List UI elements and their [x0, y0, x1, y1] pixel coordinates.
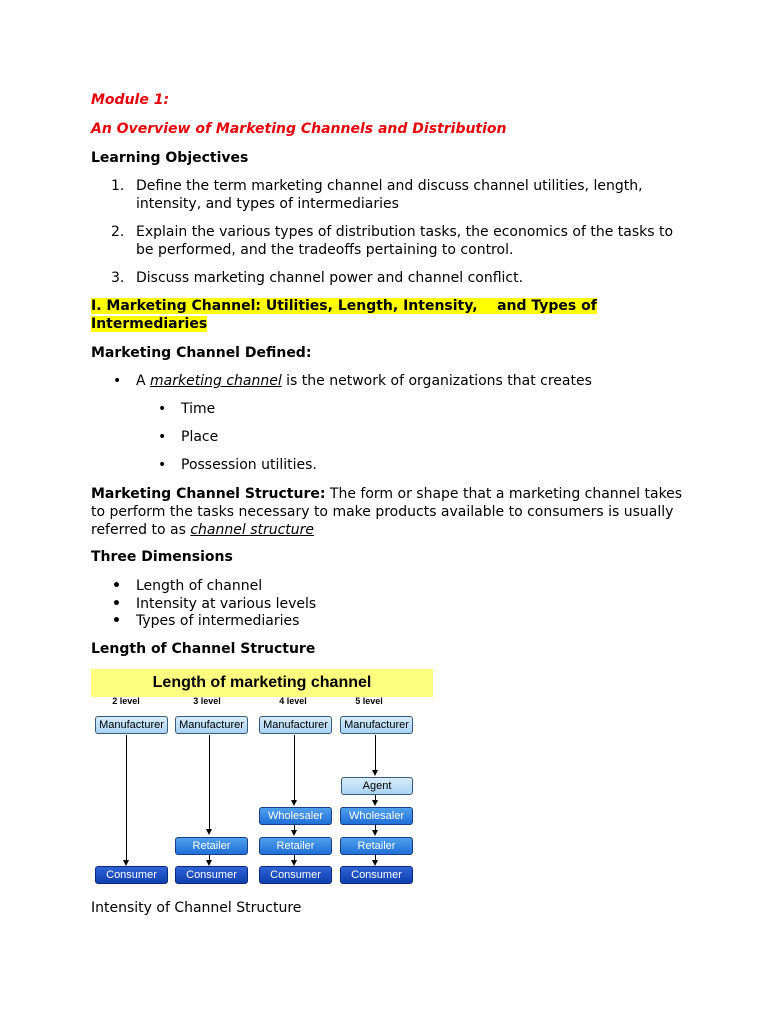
- sub-bullet: •: [158, 457, 167, 473]
- length-heading: Length of Channel Structure: [91, 641, 316, 657]
- flow-line: [375, 735, 376, 771]
- defined-heading: Marketing Channel Defined:: [91, 345, 312, 361]
- structure-term: channel structure: [190, 522, 315, 538]
- module-subtitle: An Overview of Marketing Channels and Distribution: [91, 121, 507, 137]
- definition-prefix: A: [136, 373, 151, 389]
- manufacturer-box: Manufacturer: [259, 716, 332, 734]
- dimension-item: Intensity at various levels: [136, 596, 317, 612]
- level-label: 5 level: [355, 696, 383, 706]
- level-label: 2 level: [112, 696, 140, 706]
- arrow-head: [291, 800, 297, 806]
- structure-text: The form or shape that a marketing channel takes: [325, 486, 683, 502]
- sub-bullet: •: [158, 429, 167, 445]
- definition-rest: is the network of organizations that creates: [281, 373, 592, 389]
- arrow-head: [206, 829, 212, 835]
- utility-item: Place: [181, 429, 219, 445]
- objective-number: 2.: [111, 224, 125, 240]
- manufacturer-box: Manufacturer: [95, 716, 168, 734]
- bullet: •: [112, 596, 121, 612]
- section-heading: [91, 297, 651, 333]
- retailer-box: Retailer: [259, 837, 332, 855]
- structure-label: Marketing Channel Structure:: [91, 486, 326, 502]
- objective-text: be performed, and the tradeoffs pertaining to control.: [136, 242, 514, 258]
- arrow-head: [372, 800, 378, 806]
- manufacturer-box: Manufacturer: [340, 716, 413, 734]
- objective-text: Explain the various types of distribution tasks, the economics of the tasks to: [136, 224, 674, 240]
- wholesaler-box: Wholesaler: [340, 807, 413, 825]
- utility-item: Possession utilities.: [181, 457, 317, 473]
- agent-box: Agent: [341, 777, 413, 795]
- definition-term: marketing channel: [150, 373, 282, 389]
- flow-line: [126, 735, 127, 861]
- bullet: •: [112, 578, 121, 594]
- retailer-box: Retailer: [340, 837, 413, 855]
- dimensions-heading: Three Dimensions: [91, 549, 233, 565]
- level-label: 3 level: [193, 696, 221, 706]
- consumer-box: Consumer: [95, 866, 168, 884]
- bullet: •: [112, 613, 121, 629]
- dimension-item: Length of channel: [136, 578, 263, 594]
- arrow-head: [372, 830, 378, 836]
- objective-text: intensity, and types of intermediaries: [136, 196, 399, 212]
- manufacturer-box: Manufacturer: [175, 716, 248, 734]
- objective-number: 1.: [111, 178, 125, 194]
- module-title: Module 1:: [91, 92, 170, 108]
- objectives-heading: Learning Objectives: [91, 150, 249, 166]
- flow-line: [294, 735, 295, 801]
- retailer-box: Retailer: [175, 837, 248, 855]
- consumer-box: Consumer: [259, 866, 332, 884]
- consumer-box: Consumer: [175, 866, 248, 884]
- bullet: •: [113, 373, 122, 389]
- section-heading-line1: I. Marketing Channel: Utilities, Length, Intensity, and Types of: [91, 298, 597, 314]
- diagram-title: Length of marketing channel: [91, 669, 433, 697]
- objective-text: Discuss marketing channel power and channel conflict.: [136, 270, 524, 286]
- structure-text: to perform the tasks necessary to make products available to consumers is usually: [91, 504, 674, 520]
- arrow-head: [291, 830, 297, 836]
- channel-length-diagram: [91, 669, 433, 891]
- arrow-head: [372, 770, 378, 776]
- consumer-box: Consumer: [340, 866, 413, 884]
- structure-paragraph: [91, 485, 691, 539]
- sub-bullet: •: [158, 401, 167, 417]
- utility-item: Time: [181, 401, 216, 417]
- intensity-heading: Intensity of Channel Structure: [91, 900, 302, 916]
- dimension-item: Types of intermediaries: [136, 613, 300, 629]
- objective-text: Define the term marketing channel and discuss channel utilities, length,: [136, 178, 643, 194]
- section-heading-line2: Intermediaries: [91, 316, 208, 332]
- flow-line: [209, 735, 210, 830]
- objective-number: 3.: [111, 270, 125, 286]
- wholesaler-box: Wholesaler: [259, 807, 332, 825]
- structure-text: referred to as: [91, 522, 191, 538]
- level-label: 4 level: [279, 696, 307, 706]
- definition-bullet: [136, 372, 676, 390]
